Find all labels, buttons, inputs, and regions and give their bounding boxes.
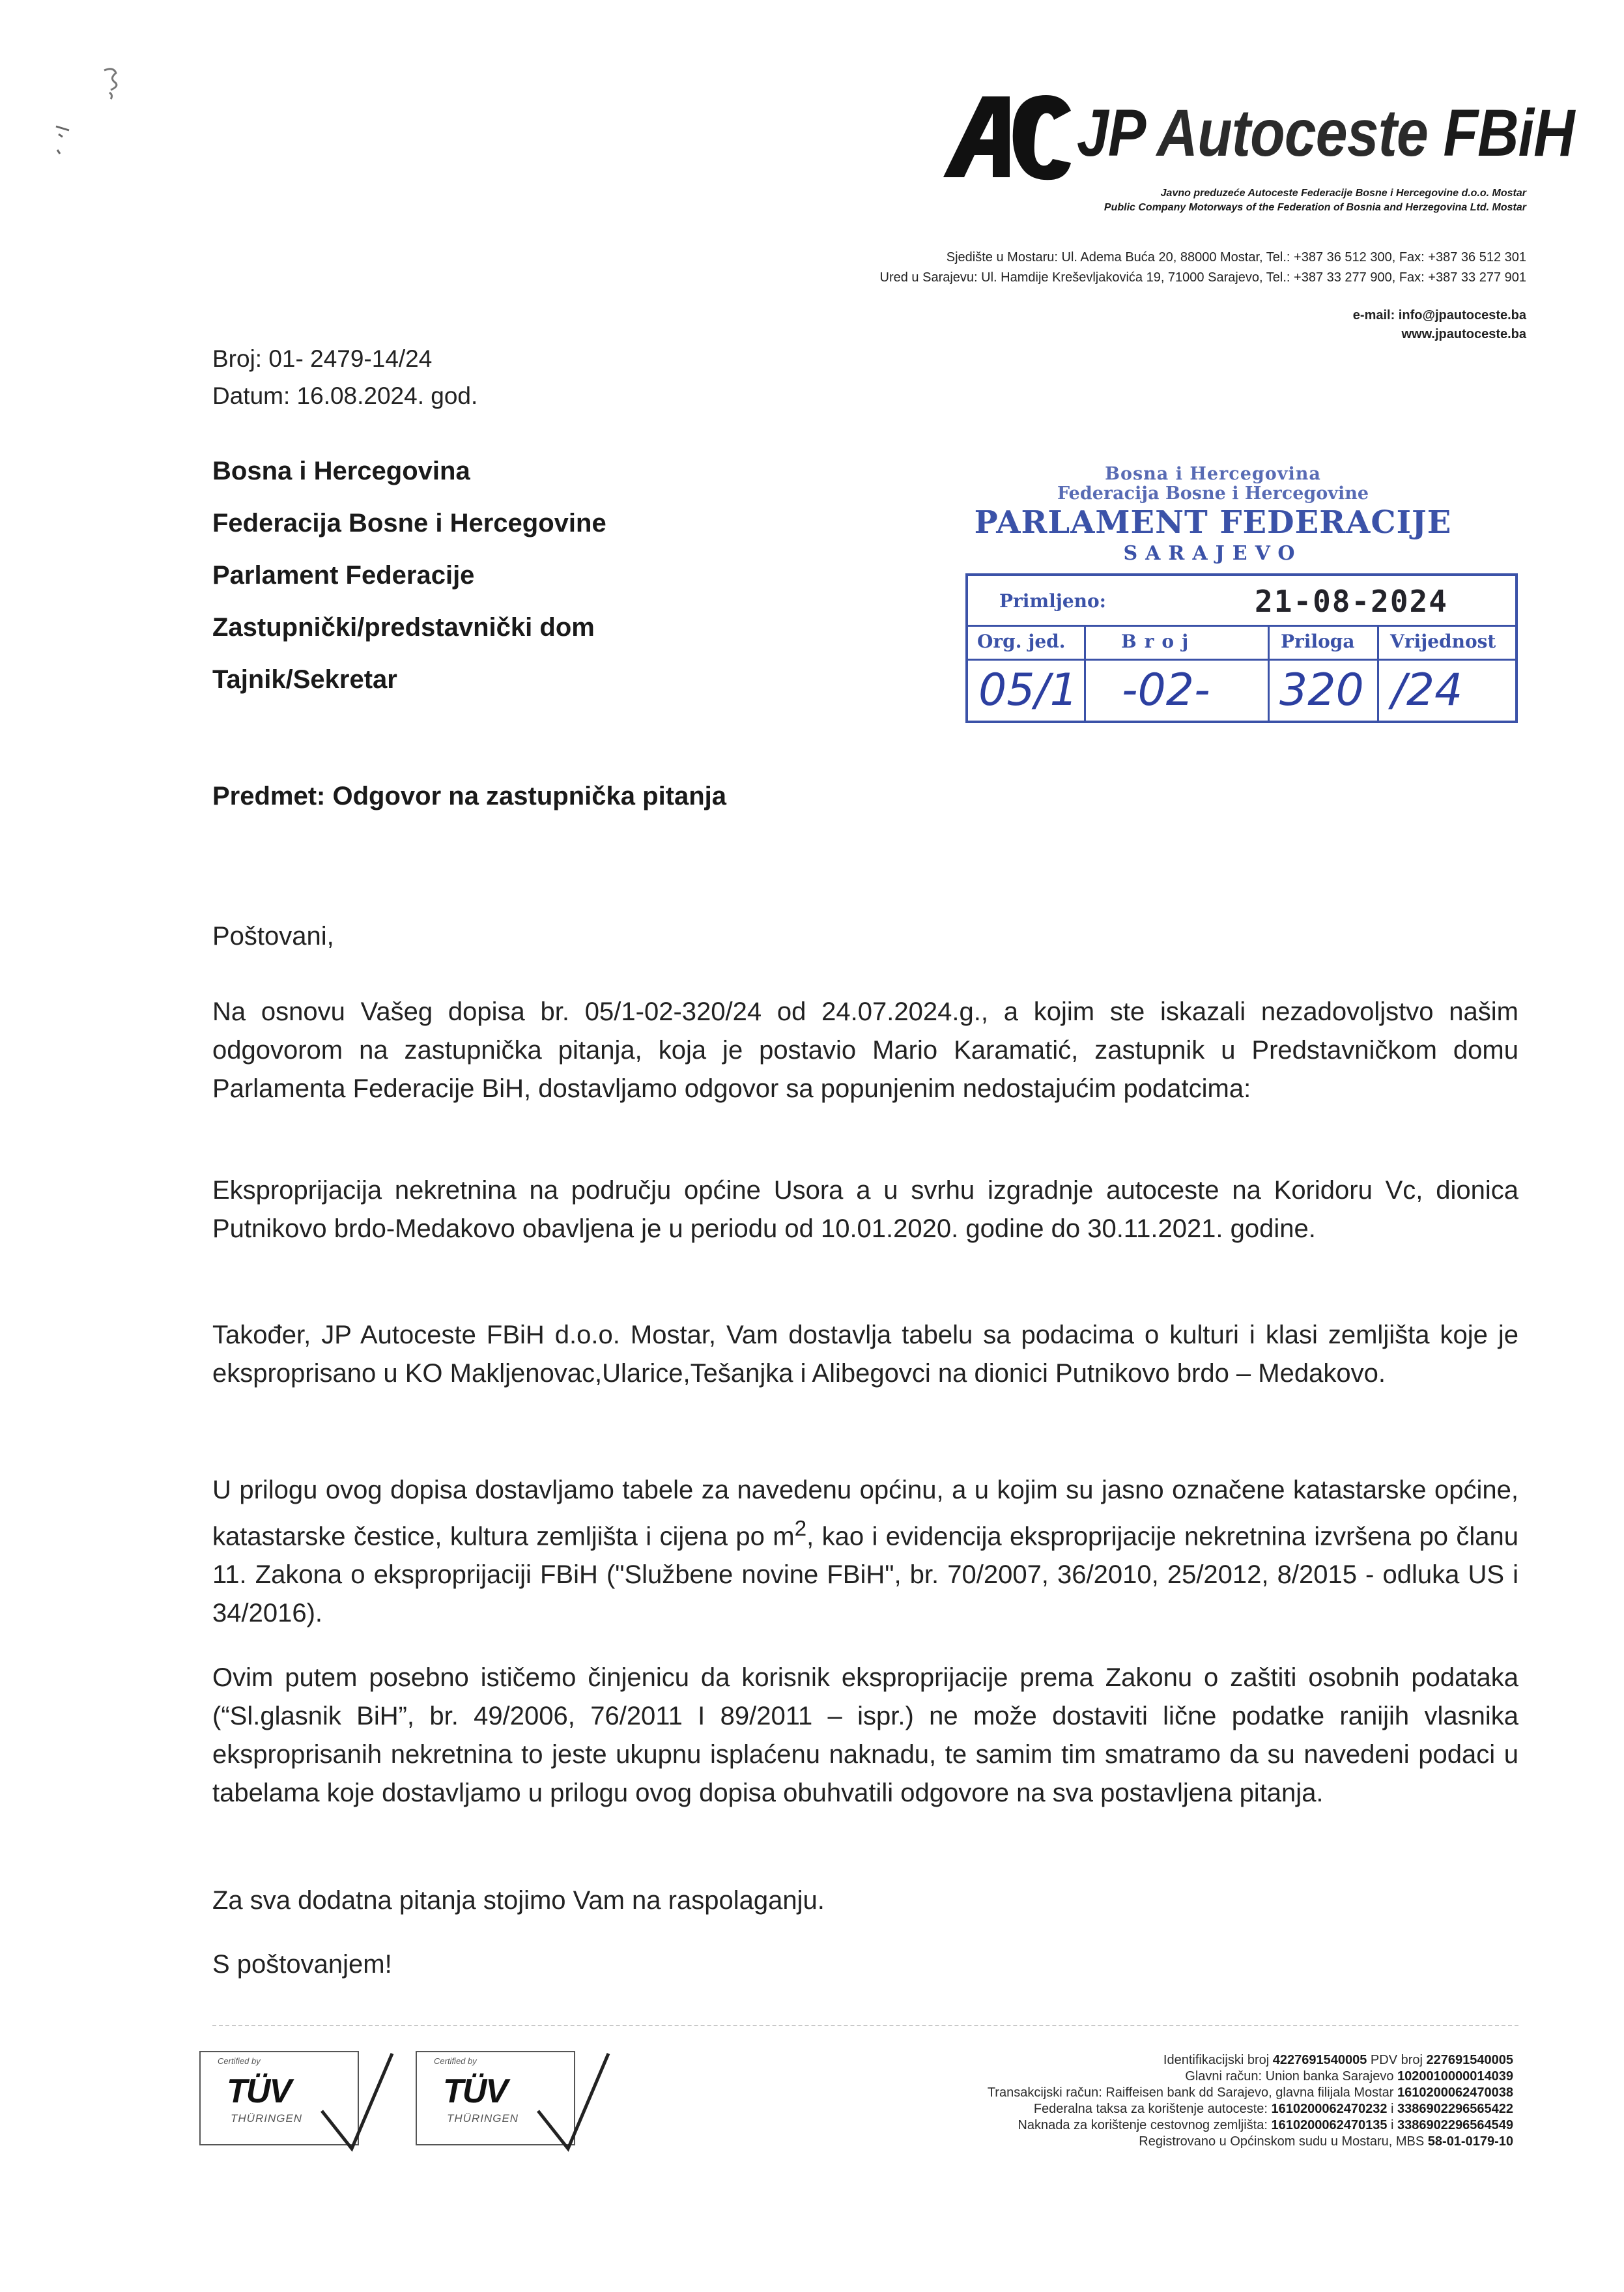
- stamp-col-org: Org. jed.: [977, 631, 1066, 652]
- tuv-certificate-badge: [199, 2051, 388, 2154]
- bank-line: [988, 2052, 1513, 2069]
- ink-mark: [98, 65, 124, 104]
- cert-region: THÜRINGEN: [447, 2112, 519, 2125]
- paragraph: Za sva dodatna pitanja stojimo Vam na raspolaganju.: [212, 1886, 825, 1915]
- logo-suffix: FBiH: [1443, 96, 1574, 170]
- bank-value: 1610200062470038: [1397, 2085, 1513, 2100]
- stamp-country: Bosna i Hercegovina: [1105, 464, 1321, 484]
- paragraph: Eksproprijacija nekretnina na području općine Usora a u svrhu izgradnje autoceste na Koridoru Vc, dionica Putnikovo brdo-Medakovo obavljena je u periodu od 10.01.2020. godine do 30.11.2021. godine.: [212, 1176, 1518, 1243]
- bank-label: Registrovano u Općinskom sudu u Mostaru, MBS: [1139, 2134, 1428, 2149]
- paragraph-part: U prilogu ovog dopisa dostavljamo tabele za navedenu općinu, a u kojim su jasno označene katastarske općine, katastarske čestice, kultura zemljišta i cijena po m: [212, 1476, 1518, 1551]
- recipient-line: Parlament Federacije: [212, 561, 475, 590]
- document-subject: Predmet: Odgovor na zastupnička pitanja: [212, 782, 727, 810]
- tagline-en: Public Company Motorways of the Federation of Bosnia and Herzegovina Ltd. Mostar: [1104, 202, 1526, 213]
- bank-label: PDV broj: [1367, 2053, 1427, 2067]
- company-tagline: [1104, 186, 1526, 215]
- recipient-line: Zastupnički/predstavnički dom: [212, 613, 595, 642]
- recipient-line: Bosna i Hercegovina: [212, 457, 470, 485]
- bank-label: Identifikacijski broj: [1163, 2053, 1273, 2067]
- stamp-received-date: 21-08-2024: [1255, 584, 1448, 619]
- recipient-block: [212, 445, 606, 706]
- logo-name: Autoceste: [1156, 96, 1428, 170]
- reference-date: Datum: 16.08.2024. god.: [212, 382, 478, 409]
- check-mark-icon: [317, 2051, 395, 2154]
- logo-prefix: JP: [1077, 96, 1144, 170]
- superscript: 2: [794, 1517, 807, 1541]
- stamp-col-broj: Broj: [1121, 631, 1197, 652]
- stamp-table: [965, 573, 1518, 723]
- bank-line: [988, 2117, 1513, 2134]
- contact-email[interactable]: e-mail: info@jpautoceste.ba: [1352, 308, 1526, 322]
- cert-by-label: Certified by: [434, 2056, 477, 2066]
- stamp-parliament: PARLAMENT FEDERACIJE: [974, 504, 1452, 541]
- logo-wordmark: [1077, 87, 1574, 179]
- company-logo: [937, 91, 1574, 182]
- ink-mark: [52, 124, 78, 156]
- bank-line: [988, 2085, 1513, 2101]
- ac-logo-icon: [937, 91, 1074, 182]
- stamp-city: SARAJEVO: [1123, 542, 1303, 565]
- stamp-col-priloga: Priloga: [1281, 631, 1355, 652]
- bank-value: 3386902296564549: [1397, 2118, 1513, 2132]
- closing: S poštovanjem!: [212, 1950, 392, 1979]
- footer-divider: [212, 2025, 1518, 2026]
- received-stamp: [965, 456, 1526, 730]
- bank-line: [988, 2069, 1513, 2085]
- cert-brand: TÜV: [443, 2072, 507, 2110]
- bank-line: [988, 2101, 1513, 2117]
- recipient-line: Federacija Bosne i Hercegovine: [212, 509, 606, 537]
- stamp-hand-vrijednost: /24: [1391, 665, 1463, 716]
- paragraph: Ovim putem posebno ističemo činjenicu da korisnik eksproprijacije prema Zakonu o zaštiti osobnih podataka (“Sl.glasnik BiH”, br. 49/2006, 76/2011 I 89/2011 – ispr.) ne može dostaviti lične podatke ranijih vlasnika eksproprisanih nekretnina to jeste ukupnu isplaćenu naknadu, te samim tim smatramo da su navedeni podaci u tabelama koje dostavljamo u prilogu ovog dopisa obuhvatili odgovore na sva postavljena pitanja.: [212, 1663, 1518, 1807]
- stamp-hand-broj: -02-: [1122, 665, 1210, 716]
- cert-region: THÜRINGEN: [231, 2112, 303, 2125]
- bank-label: Naknada za korištenje cestovnog zemljišta:: [1018, 2118, 1272, 2132]
- document-reference: [212, 340, 477, 414]
- stamp-divider: [1268, 625, 1270, 721]
- company-address: [880, 248, 1526, 288]
- bank-value: 1610200062470135: [1271, 2118, 1388, 2132]
- bank-label: i: [1387, 2118, 1398, 2132]
- stamp-hand-priloga: 320: [1279, 665, 1364, 716]
- bank-details: [988, 2052, 1513, 2150]
- stamp-received-label: Primljeno:: [999, 590, 1107, 612]
- check-mark-icon: [533, 2051, 611, 2154]
- paragraph: [212, 1471, 1518, 1633]
- bank-value: 1610200062470232: [1271, 2102, 1388, 2116]
- tagline-bs: Javno preduzeće Autoceste Federacije Bosne i Hercegovine d.o.o. Mostar: [1160, 188, 1526, 199]
- paragraph-part: , kao i evidencija eksproprijacije nekretnina izvršena po članu 11. Zakona o eksproprijaciji FBiH ("Službene novine FBiH", br. 70/2007, 36/2010, 25/2012, 8/2015 - odluka US i 34/2016).: [212, 1522, 1519, 1628]
- paragraph: Također, JP Autoceste FBiH d.o.o. Mostar, Vam dostavlja tabelu sa podacima o kulturi i klasi zemljišta koje je eksproprisano u KO Makljenovac,Ularice,Tešanjka i Alibegovci na dionici Putnikovo brdo – Medakovo.: [212, 1321, 1518, 1388]
- bank-value: 1020010000014039: [1397, 2069, 1513, 2084]
- bank-label: i: [1387, 2102, 1398, 2116]
- address-sarajevo: Ured u Sarajevu: Ul. Hamdije Kreševljakovića 19, 71000 Sarajevo, Tel.: +387 33 277 900, Fax: +387 33 277 901: [879, 270, 1526, 285]
- tuv-certificate-badge: [416, 2051, 605, 2154]
- stamp-col-vrijednost: Vrijednost: [1390, 631, 1496, 652]
- stamp-received-row: [968, 576, 1515, 627]
- contact-web[interactable]: www.jpautoceste.ba: [1401, 327, 1526, 341]
- stamp-hand-org: 05/1: [978, 665, 1078, 716]
- address-mostar: Sjedište u Mostaru: Ul. Adema Buća 20, 88000 Mostar, Tel.: +387 36 512 300, Fax: +387 36 512 301: [946, 250, 1526, 265]
- bank-value: 227691540005: [1426, 2053, 1513, 2067]
- recipient-line: Tajnik/Sekretar: [212, 665, 397, 694]
- reference-number: Broj: 01- 2479-14/24: [212, 345, 433, 372]
- bank-label: Federalna taksa za korištenje autoceste:: [1033, 2102, 1272, 2116]
- cert-by-label: Certified by: [218, 2056, 261, 2066]
- cert-brand: TÜV: [227, 2072, 291, 2110]
- bank-line: [988, 2134, 1513, 2150]
- bank-value: 3386902296565422: [1397, 2102, 1513, 2116]
- stamp-federation: Federacija Bosne i Hercegovine: [1057, 483, 1369, 504]
- bank-label: Glavni račun: Union banka Sarajevo: [1185, 2069, 1398, 2084]
- bank-value: 58-01-0179-10: [1427, 2134, 1513, 2149]
- salutation: Poštovani,: [212, 922, 334, 951]
- bank-label: Transakcijski račun: Raiffeisen bank dd Sarajevo, glavna filijala Mostar: [987, 2085, 1398, 2100]
- bank-value: 4227691540005: [1272, 2053, 1367, 2067]
- stamp-divider: [1377, 625, 1379, 721]
- company-contact: [1353, 306, 1526, 344]
- paragraph: Na osnovu Vašeg dopisa br. 05/1-02-320/24 od 24.07.2024.g., a kojim ste iskazali nezadovoljstvo našim odgovorom na zastupnička pitanja, koja je postavio Mario Karamatić, zastupnik u Predstavničkom domu Parlamenta Federacije BiH, dostavljamo odgovor sa popunjenim nedostajućim podatcima:: [212, 997, 1518, 1103]
- stamp-divider: [1084, 625, 1086, 721]
